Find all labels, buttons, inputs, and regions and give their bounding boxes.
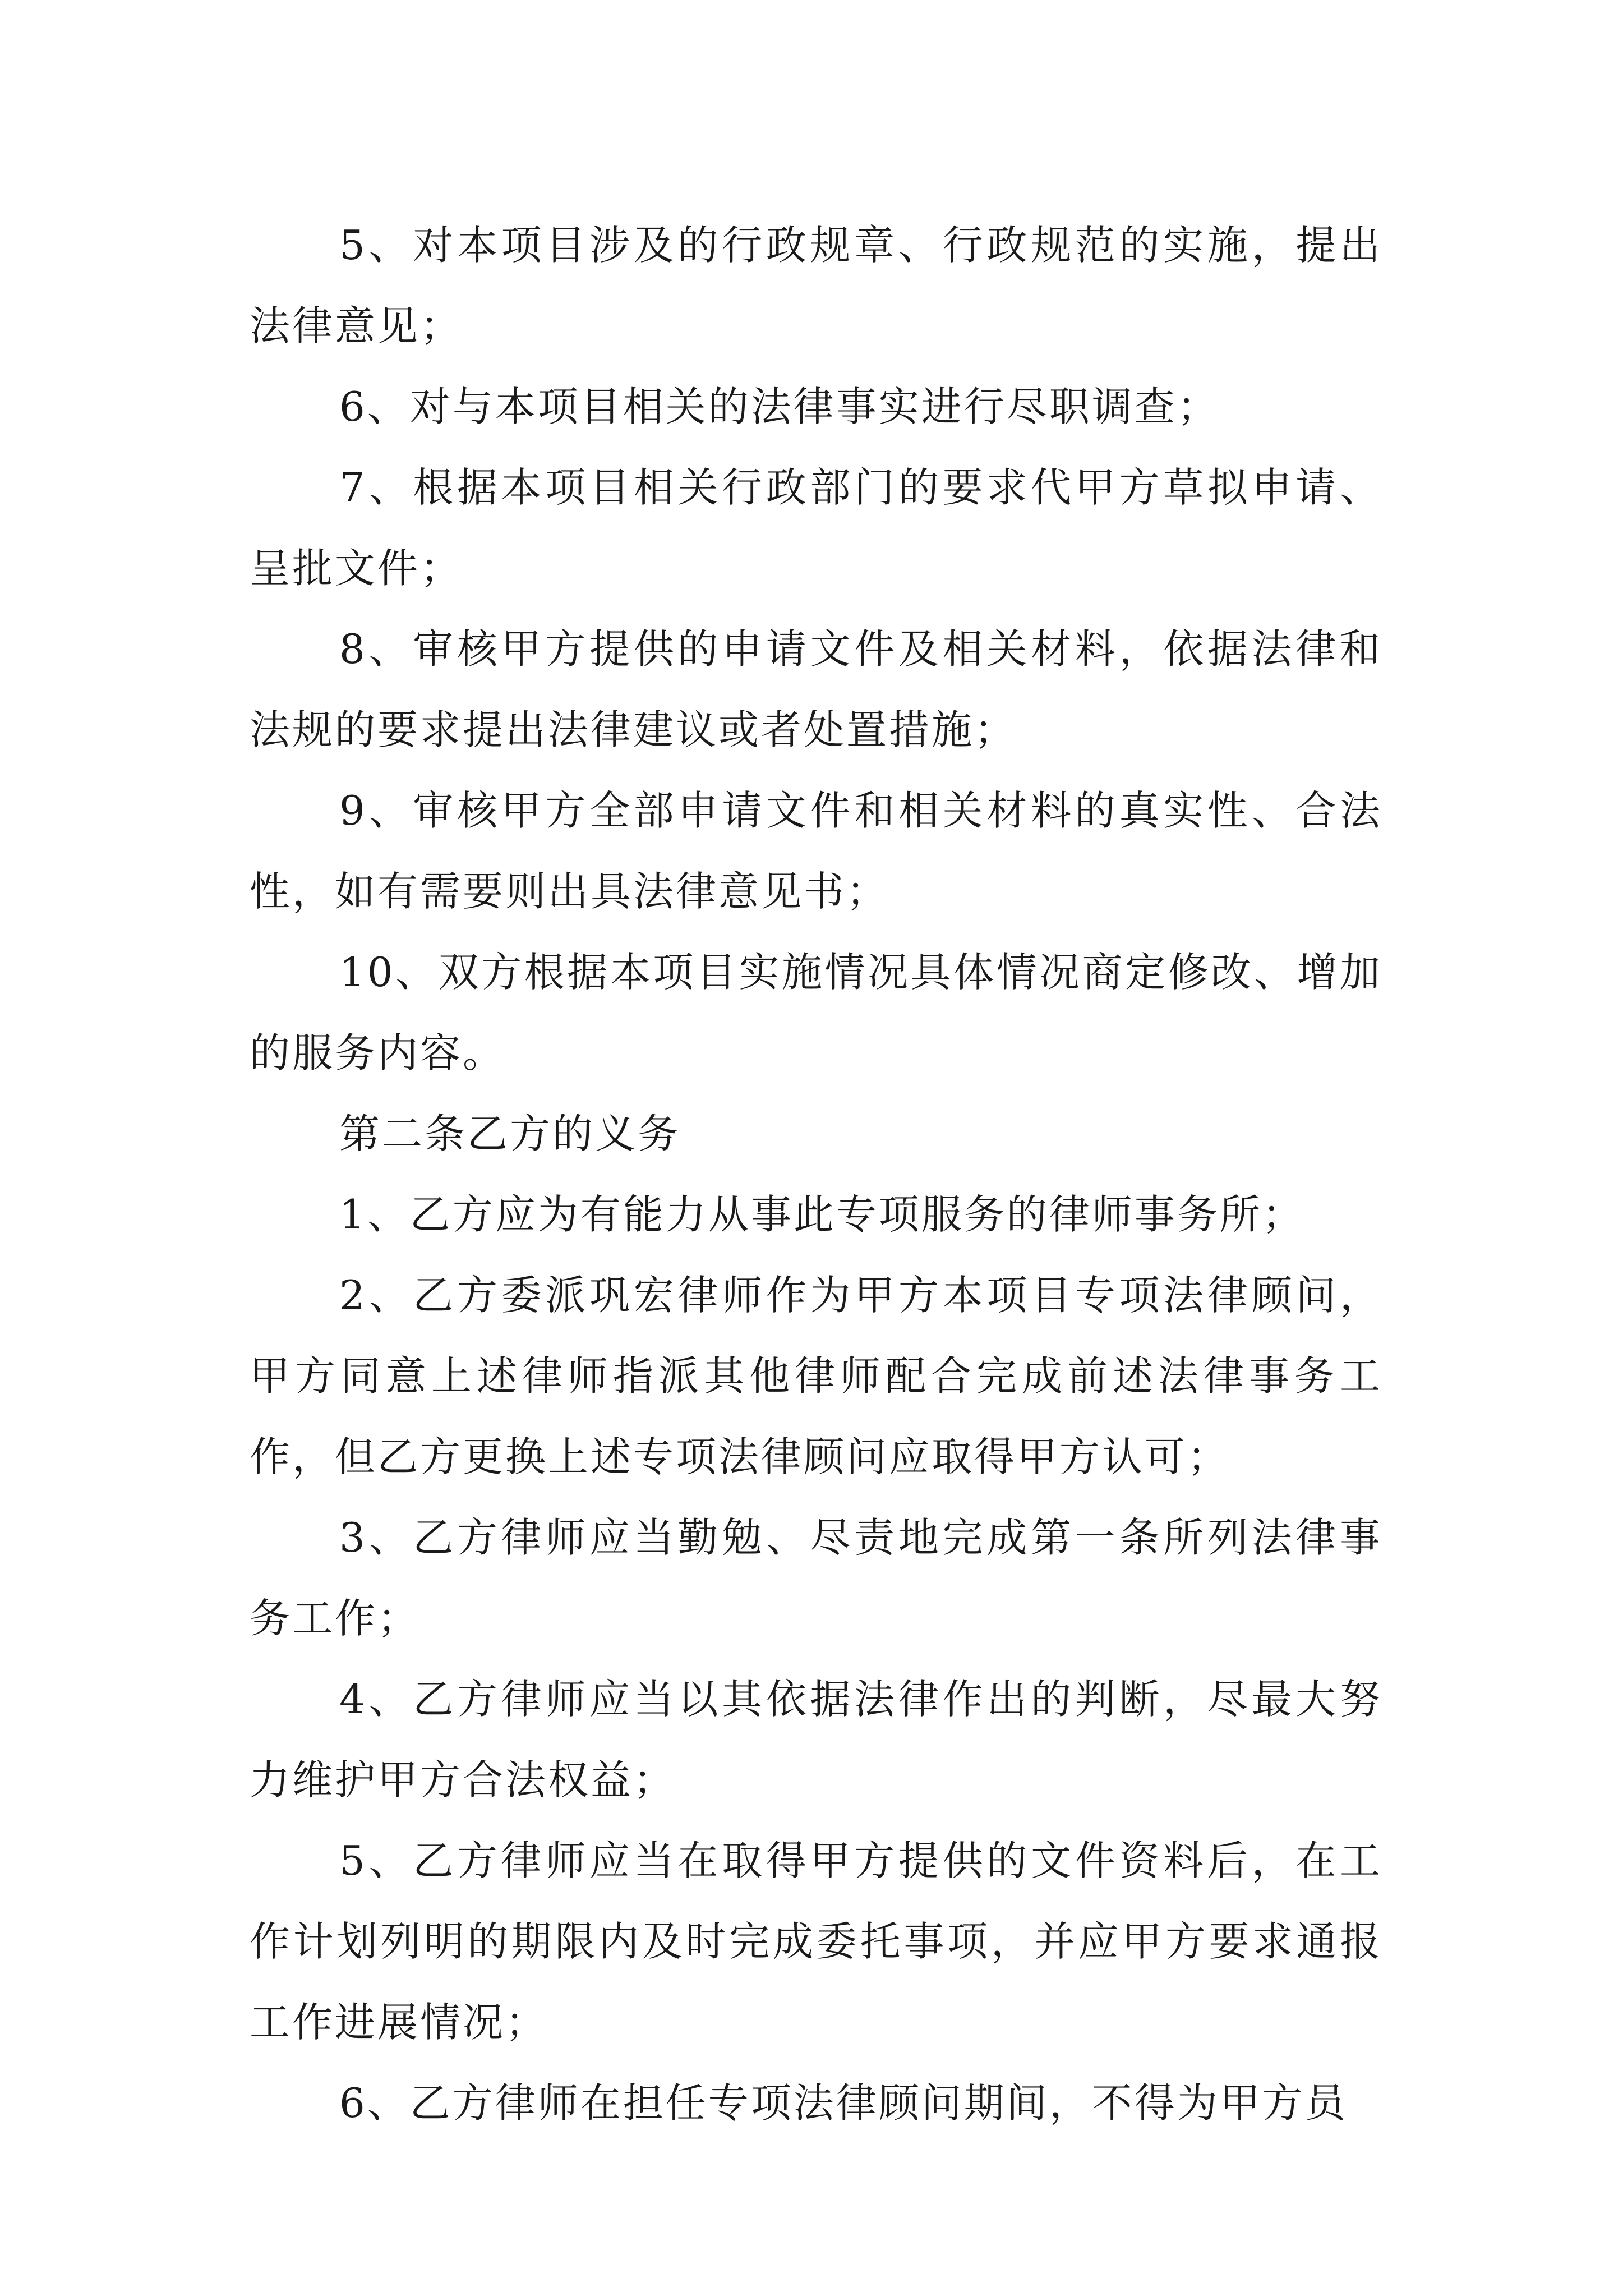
section-heading-article-2: 第二条乙方的义务 [339, 1110, 681, 1157]
paragraph-item-7: 7、根据本项目相关行政部门的要求代甲方草拟申请、呈批文件； [250, 464, 1382, 592]
paragraph-item-8: 8、审核甲方提供的申请文件及相关材料，依据法律和法规的要求提出法律建议或者处置措施； [250, 625, 1382, 753]
obligation-item-5: 5、乙方律师应当在取得甲方提供的文件资料后，在工作计划列明的期限内及时完成委托事项，并应甲方要求通报工作进展情况； [250, 1837, 1382, 2046]
paragraph-item-10: 10、双方根据本项目实施情况具体情况商定修改、增加的服务内容。 [250, 949, 1382, 1076]
paragraph-item-6: 6、对与本项目相关的法律事实进行尽职调查； [339, 383, 1220, 430]
paragraph-item-9: 9、审核甲方全部申请文件和相关材料的真实性、合法性，如有需要则出具法律意见书； [250, 787, 1382, 915]
obligation-item-3: 3、乙方律师应当勤勉、尽责地完成第一条所列法律事务工作； [250, 1514, 1382, 1642]
obligation-item-2: 2、乙方委派巩宏律师作为甲方本项目专项法律顾问，甲方同意上述律师指派其他律师配合完成前述法律事务工作，但乙方更换上述专项法律顾问应取得甲方认可； [250, 1272, 1382, 1480]
paragraph-item-5: 5、对本项目涉及的行政规章、行政规范的实施，提出法律意见； [250, 222, 1382, 349]
obligation-item-1: 1、乙方应为有能力从事此专项服务的律师事务所； [339, 1191, 1305, 1238]
obligation-item-6: 6、乙方律师在担任专项法律顾问期间，不得为甲方员 [339, 2079, 1348, 2127]
obligation-item-4: 4、乙方律师应当以其依据法律作出的判断，尽最大努力维护甲方合法权益； [250, 1676, 1382, 1803]
document-body [250, 205, 1382, 2143]
